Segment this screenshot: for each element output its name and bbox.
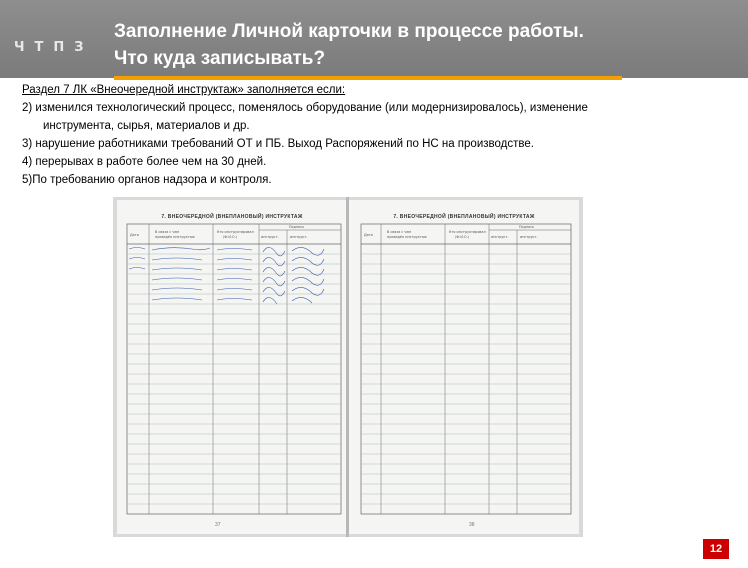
card-page-title: 7. ВНЕОЧЕРЕДНОЙ (ВНЕПЛАНОВЫЙ) ИНСТРУКТАЖ xyxy=(161,214,303,220)
card-page-right xyxy=(349,200,579,534)
card-page-number-left: 37 xyxy=(215,522,221,528)
slide-title xyxy=(114,18,584,72)
svg-text:Подпись: Подпись xyxy=(519,225,535,229)
card-page-number-right: 38 xyxy=(469,522,475,528)
svg-text:инструкт.: инструкт. xyxy=(520,235,538,239)
intro-text: Раздел 7 ЛК «Внеочередной инструктаж» заполняется если: xyxy=(22,84,346,96)
svg-text:инструкт.: инструкт. xyxy=(261,235,279,239)
svg-text:проведён инструктаж: проведён инструктаж xyxy=(155,235,195,239)
company-logo: ЧТПЗ xyxy=(14,40,94,55)
list-item-2-continued: инструмента, сырья, материалов и др. xyxy=(43,120,250,132)
list-item-5: 5)По требованию органов надзора и контроля. xyxy=(22,174,272,186)
svg-text:(Ф.И.О.): (Ф.И.О.) xyxy=(223,235,238,239)
slide-title-line-2: Что куда записывать? xyxy=(114,48,326,69)
header-bar xyxy=(0,0,748,78)
card-table-grid-left xyxy=(117,200,347,534)
list-item-2: 2) изменился технологический процесс, поменялось оборудование (или модернизировалось), изменение xyxy=(22,102,588,114)
scanned-card-image xyxy=(113,197,583,537)
svg-text:Подпись: Подпись xyxy=(289,225,305,229)
list-item-4: 4) перерывах в работе более чем на 30 дней. xyxy=(22,156,267,168)
svg-text:Дата: Дата xyxy=(364,233,373,237)
svg-text:Дата: Дата xyxy=(130,233,139,237)
card-page-left xyxy=(117,200,347,534)
svg-text:инструкт.: инструкт. xyxy=(290,235,308,239)
svg-text:Кто инструктировал: Кто инструктировал xyxy=(449,230,486,234)
list-item-3: 3) нарушение работниками требований ОТ и ПБ. Выход Распоряжений по НС на производстве. xyxy=(22,138,534,150)
slide-title-line-1: Заполнение Личной карточки в процессе работы. xyxy=(114,21,584,42)
svg-text:проведён инструктаж: проведён инструктаж xyxy=(387,235,427,239)
card-table-grid-right xyxy=(349,200,579,534)
svg-text:(Ф.И.О.): (Ф.И.О.) xyxy=(455,235,470,239)
slide-body-text xyxy=(22,81,742,189)
card-page-title: 7. ВНЕОЧЕРЕДНОЙ (ВНЕПЛАНОВЫЙ) ИНСТРУКТАЖ xyxy=(393,214,535,220)
svg-text:инструкт.: инструкт. xyxy=(491,235,509,239)
svg-text:В связи с чем: В связи с чем xyxy=(387,230,411,234)
svg-text:В связи с чем: В связи с чем xyxy=(155,230,179,234)
svg-text:Кто инструктировал: Кто инструктировал xyxy=(217,230,254,234)
title-accent-line xyxy=(114,76,622,80)
slide-number-badge: 12 xyxy=(703,539,729,559)
